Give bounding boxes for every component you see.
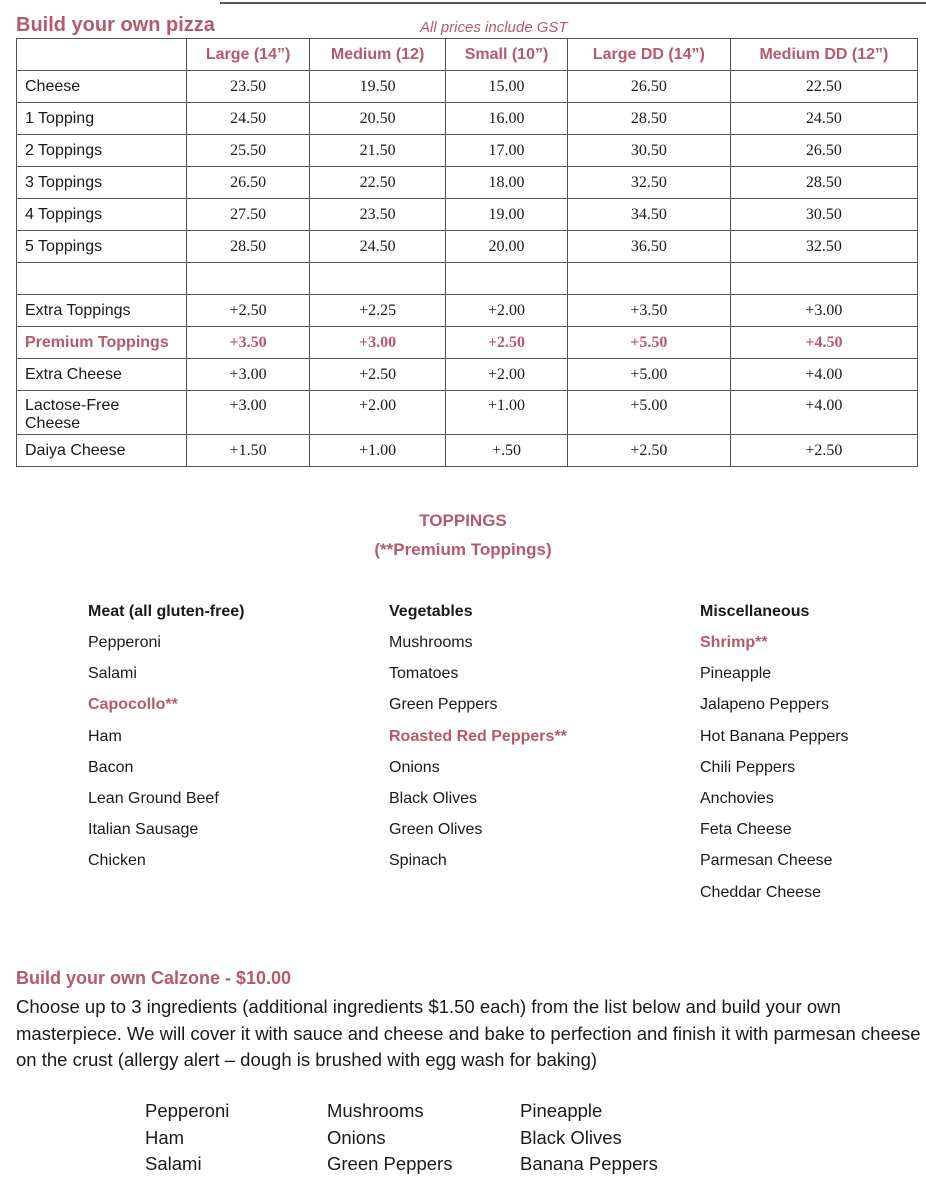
row-label: 5 Toppings (17, 231, 187, 263)
topping-item: Pineapple (700, 665, 772, 683)
price-cell: 18.00 (446, 167, 568, 199)
row-label: 4 Toppings (17, 199, 187, 231)
calzone-ingredient: Banana Peppers (520, 1153, 658, 1174)
topping-item: Feta Cheese (700, 821, 792, 839)
price-cell: +2.00 (310, 391, 446, 435)
misc-column (700, 603, 849, 915)
table-row (17, 359, 918, 391)
price-cell: +2.50 (310, 359, 446, 391)
premium-topping-item: Capocollo** (88, 696, 178, 714)
calzone-column-3 (520, 1098, 658, 1178)
price-cell: 27.50 (187, 199, 310, 231)
topping-item: Mushrooms (389, 634, 473, 651)
topping-item: Ham (88, 727, 122, 745)
calzone-ingredient: Pineapple (520, 1100, 603, 1121)
table-row (17, 135, 918, 167)
table-row (17, 231, 918, 263)
calzone-description: Choose up to 3 ingredients (additional ingredients $1.50 each) from the list below and build your own masterpiece. We will cover it with sauce and cheese and bake to perfection and finish it with parmesan cheese on the crust (allergy alert – dough is brushed with egg wash for baking) (16, 996, 921, 1070)
price-cell: +2.00 (446, 295, 568, 327)
price-cell: +4.00 (730, 359, 917, 391)
price-cell: +2.50 (187, 295, 310, 327)
premium-topping-item: Shrimp** (700, 634, 768, 651)
price-cell: 28.50 (730, 167, 917, 199)
page-title: Build your own pizza (16, 14, 215, 36)
price-cell: +4.00 (730, 391, 917, 435)
top-divider (220, 2, 926, 4)
price-cell: 24.50 (187, 103, 310, 135)
calzone-ingredient: Pepperoni (145, 1100, 230, 1121)
calzone-column-2 (327, 1098, 452, 1178)
price-cell: 28.50 (567, 103, 730, 135)
price-cell: +5.50 (567, 327, 730, 359)
price-cell: +5.00 (567, 391, 730, 435)
price-cell: 24.50 (730, 103, 917, 135)
table-row (17, 199, 918, 231)
price-cell: 34.50 (567, 199, 730, 231)
topping-item: Lean Ground Beef (88, 789, 219, 807)
table-row-blank (17, 263, 918, 295)
row-label: Extra Cheese (17, 359, 187, 391)
topping-item: Chili Peppers (700, 758, 796, 776)
row-label: Premium Toppings (17, 327, 187, 359)
row-label: 1 Topping (17, 103, 187, 135)
misc-heading: Miscellaneous (700, 603, 810, 620)
column-header: Large (14”) (187, 39, 310, 71)
price-cell: 22.50 (730, 71, 917, 103)
row-label: Extra Toppings (17, 295, 187, 327)
price-cell: 26.50 (730, 135, 917, 167)
price-cell: 32.50 (567, 167, 730, 199)
topping-item: Anchovies (700, 789, 774, 807)
price-cell: 28.50 (187, 231, 310, 263)
toppings-subheading: (**Premium Toppings) (374, 540, 552, 559)
column-header: Medium (12) (310, 39, 446, 71)
gst-note: All prices include GST (420, 19, 568, 36)
price-cell: +1.00 (310, 435, 446, 467)
price-cell: 23.50 (187, 71, 310, 103)
table-row-premium (17, 327, 918, 359)
column-header: Large DD (14”) (567, 39, 730, 71)
header-corner-cell (17, 39, 187, 71)
price-cell: 23.50 (310, 199, 446, 231)
topping-item: Jalapeno Peppers (700, 696, 829, 714)
price-cell: 16.00 (446, 103, 568, 135)
price-cell (730, 263, 917, 295)
price-cell: +5.00 (567, 359, 730, 391)
price-cell (310, 263, 446, 295)
row-label: Cheese (17, 71, 187, 103)
row-label: 2 Toppings (17, 135, 187, 167)
price-cell (567, 263, 730, 295)
table-row (17, 167, 918, 199)
table-row (17, 391, 918, 435)
row-label (17, 263, 187, 295)
topping-item: Chicken (88, 852, 146, 870)
price-cell: 17.00 (446, 135, 568, 167)
price-cell: 19.00 (446, 199, 568, 231)
calzone-column-1 (145, 1098, 229, 1178)
price-cell: +2.50 (446, 327, 568, 359)
price-cell: 24.50 (310, 231, 446, 263)
topping-item: Salami (88, 665, 137, 683)
topping-item: Green Peppers (389, 696, 498, 714)
topping-item: Black Olives (389, 789, 478, 807)
topping-item: Hot Banana Peppers (700, 727, 849, 745)
meat-column (88, 603, 244, 884)
price-cell: +1.00 (446, 391, 568, 435)
price-cell: +3.50 (187, 327, 310, 359)
table-row (17, 295, 918, 327)
calzone-title: Build your own Calzone - $10.00 (16, 968, 292, 988)
price-cell: 15.00 (446, 71, 568, 103)
topping-item: Green Olives (389, 821, 483, 839)
table-row (17, 103, 918, 135)
topping-item: Pepperoni (88, 634, 161, 651)
price-table (16, 38, 918, 467)
calzone-ingredient: Ham (145, 1126, 185, 1148)
price-cell: 32.50 (730, 231, 917, 263)
price-cell: +2.50 (730, 435, 917, 467)
topping-item: Onions (389, 758, 440, 776)
price-cell: +3.00 (187, 359, 310, 391)
table-row (17, 435, 918, 467)
price-cell: +4.50 (730, 327, 917, 359)
price-cell: 21.50 (310, 135, 446, 167)
row-label: Daiya Cheese (17, 435, 187, 467)
price-cell: 20.50 (310, 103, 446, 135)
calzone-ingredient: Onions (327, 1126, 386, 1148)
price-cell: 30.50 (730, 199, 917, 231)
price-cell: 25.50 (187, 135, 310, 167)
price-cell: +3.00 (187, 391, 310, 435)
vegetables-heading: Vegetables (389, 603, 473, 620)
meat-heading: Meat (all gluten-free) (88, 603, 245, 620)
price-cell (446, 263, 568, 295)
price-cell: 20.00 (446, 231, 568, 263)
calzone-ingredient: Mushrooms (327, 1100, 424, 1121)
vegetables-column (389, 603, 567, 884)
topping-item: Spinach (389, 852, 447, 870)
price-cell: +1.50 (187, 435, 310, 467)
price-cell: +2.50 (567, 435, 730, 467)
price-cell: +3.50 (567, 295, 730, 327)
price-cell: +.50 (446, 435, 568, 467)
topping-item: Italian Sausage (88, 821, 199, 839)
topping-item: Parmesan Cheese (700, 852, 833, 870)
column-header: Medium DD (12”) (730, 39, 917, 71)
row-label: Lactose-Free Cheese (17, 391, 187, 435)
table-row (17, 71, 918, 103)
price-cell (187, 263, 310, 295)
calzone-ingredient: Green Peppers (327, 1153, 453, 1174)
price-cell: 26.50 (187, 167, 310, 199)
price-table-header (17, 39, 918, 71)
price-cell: +2.25 (310, 295, 446, 327)
price-cell: +3.00 (310, 327, 446, 359)
column-header: Small (10”) (446, 39, 568, 71)
toppings-heading: TOPPINGS (419, 511, 507, 530)
topping-item: Tomatoes (389, 665, 459, 683)
price-cell: 22.50 (310, 167, 446, 199)
price-cell: 36.50 (567, 231, 730, 263)
topping-item: Bacon (88, 758, 134, 776)
row-label: 3 Toppings (17, 167, 187, 199)
premium-topping-item: Roasted Red Peppers** (389, 727, 567, 745)
price-cell: 19.50 (310, 71, 446, 103)
price-cell: +3.00 (730, 295, 917, 327)
price-cell: 30.50 (567, 135, 730, 167)
topping-item: Cheddar Cheese (700, 883, 821, 901)
calzone-ingredient: Black Olives (520, 1126, 622, 1148)
price-cell: +2.00 (446, 359, 568, 391)
price-cell: 26.50 (567, 71, 730, 103)
calzone-ingredient: Salami (145, 1153, 202, 1174)
